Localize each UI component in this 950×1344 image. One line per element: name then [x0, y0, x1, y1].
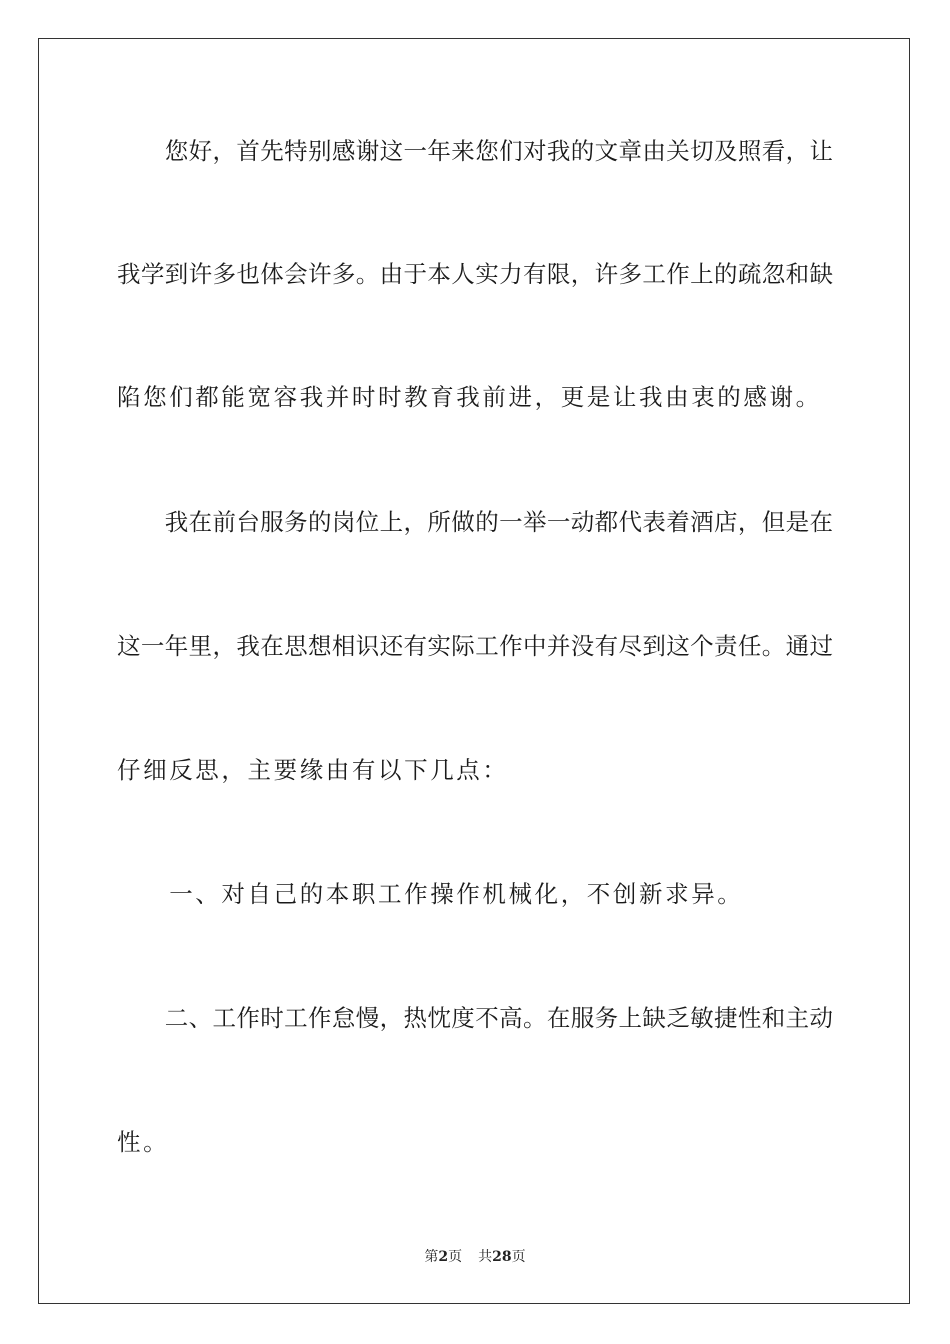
- paragraph-line-3: 陷您们都能宽容我并时时教育我前进，更是让我由衷的感谢。: [117, 383, 822, 411]
- total-pages: 28: [492, 1249, 512, 1265]
- paragraph-line-8: 二、工作时工作怠慢，热忱度不高。在服务上缺乏敏捷性和主动: [117, 1004, 833, 1032]
- page-footer: [0, 1248, 950, 1266]
- total-prefix: 共: [478, 1249, 493, 1265]
- page-border: [38, 38, 910, 1304]
- paragraph-line-1: 您好，首先特别感谢这一年来您们对我的文章由关切及照看，让: [117, 137, 833, 165]
- page-number: 2: [438, 1249, 449, 1265]
- paragraph-line-7: 一、对自己的本职工作操作机械化，不创新求异。: [117, 880, 744, 908]
- paragraph-line-2: 我学到许多也体会许多。由于本人实力有限，许多工作上的疏忽和缺: [117, 260, 833, 288]
- paragraph-line-4: 我在前台服务的岗位上，所做的一举一动都代表着酒店，但是在: [117, 508, 833, 536]
- paragraph-line-6: 仔细反思，主要缘由有以下几点：: [117, 756, 509, 784]
- paragraph-line-9: 性。: [117, 1128, 170, 1156]
- paragraph-line-5: 这一年里，我在思想相识还有实际工作中并没有尽到这个责任。通过: [117, 632, 833, 660]
- total-suffix: 页: [511, 1249, 526, 1265]
- page-suffix: 页: [448, 1249, 463, 1265]
- page-prefix: 第: [424, 1249, 439, 1265]
